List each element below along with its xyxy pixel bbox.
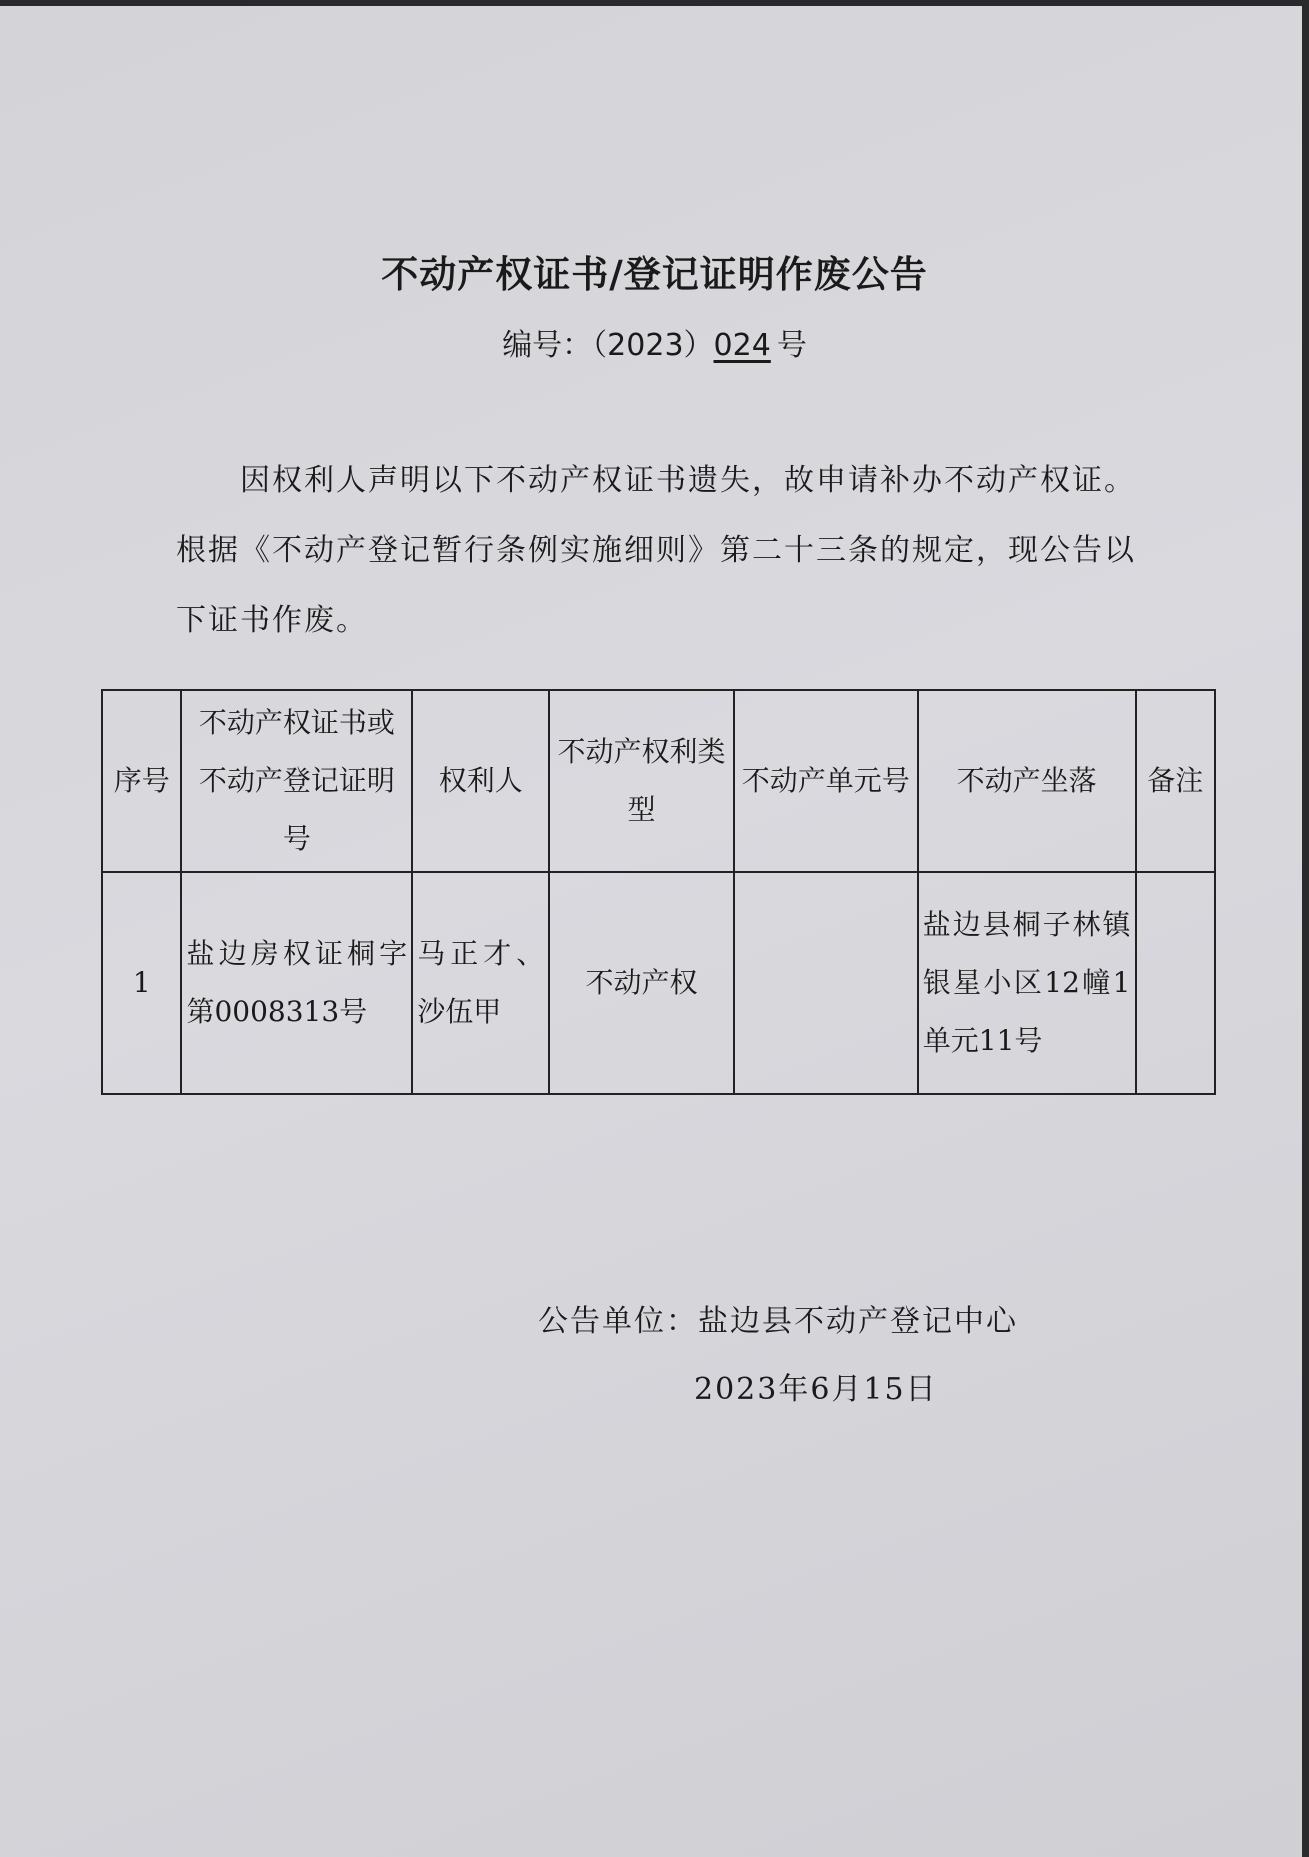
issue-date: 2023年6月15日 [694,1372,938,1407]
cell-holder: 马正才、沙伍甲 [412,872,549,1094]
table-row [102,872,1215,1094]
cell-location: 盐边县桐子林镇银星小区12幢1单元11号 [918,872,1136,1094]
notice-body: 因权利人声明以下不动产权证书遗失，故申请补办不动产权证。根据《不动产登记暂行条例实施细则》第二十三条的规定，现公告以下证书作废。 [176,463,1136,638]
header-seq: 序号 [102,690,181,872]
notice-title: 不动产权证书/登记证明作废公告 [381,253,928,296]
cell-right-type: 不动产权 [549,872,733,1094]
document-number [0,320,1309,364]
header-holder: 权利人 [412,690,549,872]
cell-cert-no: 盐边房权证桐字第0008313号 [181,872,412,1094]
header-cert-no: 不动产权证书或不动产登记证明号 [181,690,412,872]
header-right-type: 不动产权利类 型 [549,690,733,872]
cell-seq: 1 [102,872,181,1094]
issuing-organization: 公告单位：盐边县不动产登记中心 [538,1304,1018,1339]
header-unit-no: 不动产单元号 [734,690,918,872]
document-number-value: 024 [713,328,771,363]
header-location: 不动产坐落 [918,690,1136,872]
void-certificate-table [101,689,1216,1095]
cell-remark [1136,872,1216,1094]
document-page [0,6,1302,1857]
table-header-row [102,690,1215,872]
cell-unit-no [734,872,918,1094]
document-number-suffix: 号 [776,328,807,363]
header-remark: 备注 [1136,690,1216,872]
document-number-prefix: 编号：（2023） [502,328,714,363]
